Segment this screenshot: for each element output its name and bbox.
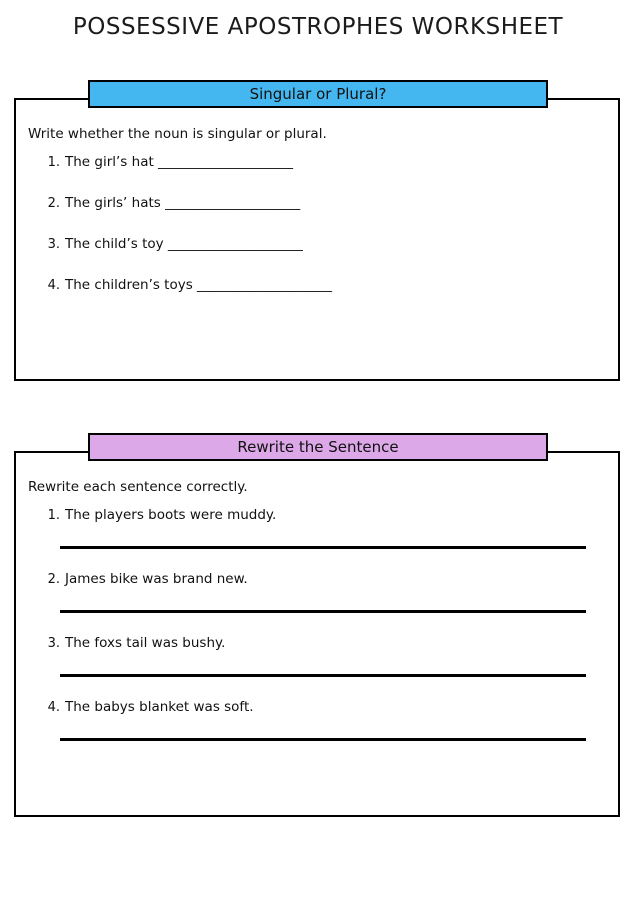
item-text[interactable]: James bike was brand new. <box>65 571 248 587</box>
worksheet-page <box>0 14 636 911</box>
section-singular-or-plural <box>14 98 620 381</box>
list-item <box>42 699 602 715</box>
list-item <box>42 635 602 651</box>
list-item <box>42 507 602 523</box>
list-item <box>42 277 602 293</box>
page-title: POSSESSIVE APOSTROPHES WORKSHEET <box>72 14 564 40</box>
list-item <box>42 236 602 252</box>
section-2-items <box>42 507 602 763</box>
item-text[interactable]: The girls’ hats ____________________ <box>65 195 301 211</box>
item-text[interactable]: The girl’s hat ____________________ <box>65 154 294 170</box>
item-text[interactable]: The child’s toy ____________________ <box>65 236 303 252</box>
item-number: 4. <box>47 700 60 715</box>
item-text[interactable]: The children’s toys ____________________ <box>65 277 333 293</box>
item-number: 1. <box>47 508 60 523</box>
answer-line[interactable] <box>60 738 586 741</box>
item-text[interactable]: The foxs tail was bushy. <box>65 635 226 651</box>
answer-line[interactable] <box>60 610 586 613</box>
item-number: 2. <box>47 572 60 587</box>
item-text[interactable]: The players boots were muddy. <box>65 507 277 523</box>
section-1-instruction: Write whether the noun is singular or plural. <box>28 126 327 142</box>
section-rewrite-the-sentence <box>14 451 620 817</box>
answer-line[interactable] <box>60 546 586 549</box>
list-item <box>42 571 602 587</box>
list-item <box>42 195 602 211</box>
item-number: 3. <box>47 636 60 651</box>
answer-line[interactable] <box>60 674 586 677</box>
item-number: 3. <box>47 237 60 252</box>
section-2-instruction: Rewrite each sentence correctly. <box>28 479 248 495</box>
item-text[interactable]: The babys blanket was soft. <box>65 699 254 715</box>
section-1-items <box>42 154 602 318</box>
list-item <box>42 154 602 170</box>
section-1-header: Singular or Plural? <box>88 80 548 108</box>
section-2-header: Rewrite the Sentence <box>88 433 548 461</box>
item-number: 1. <box>47 155 60 170</box>
item-number: 2. <box>47 196 60 211</box>
item-number: 4. <box>47 278 60 293</box>
